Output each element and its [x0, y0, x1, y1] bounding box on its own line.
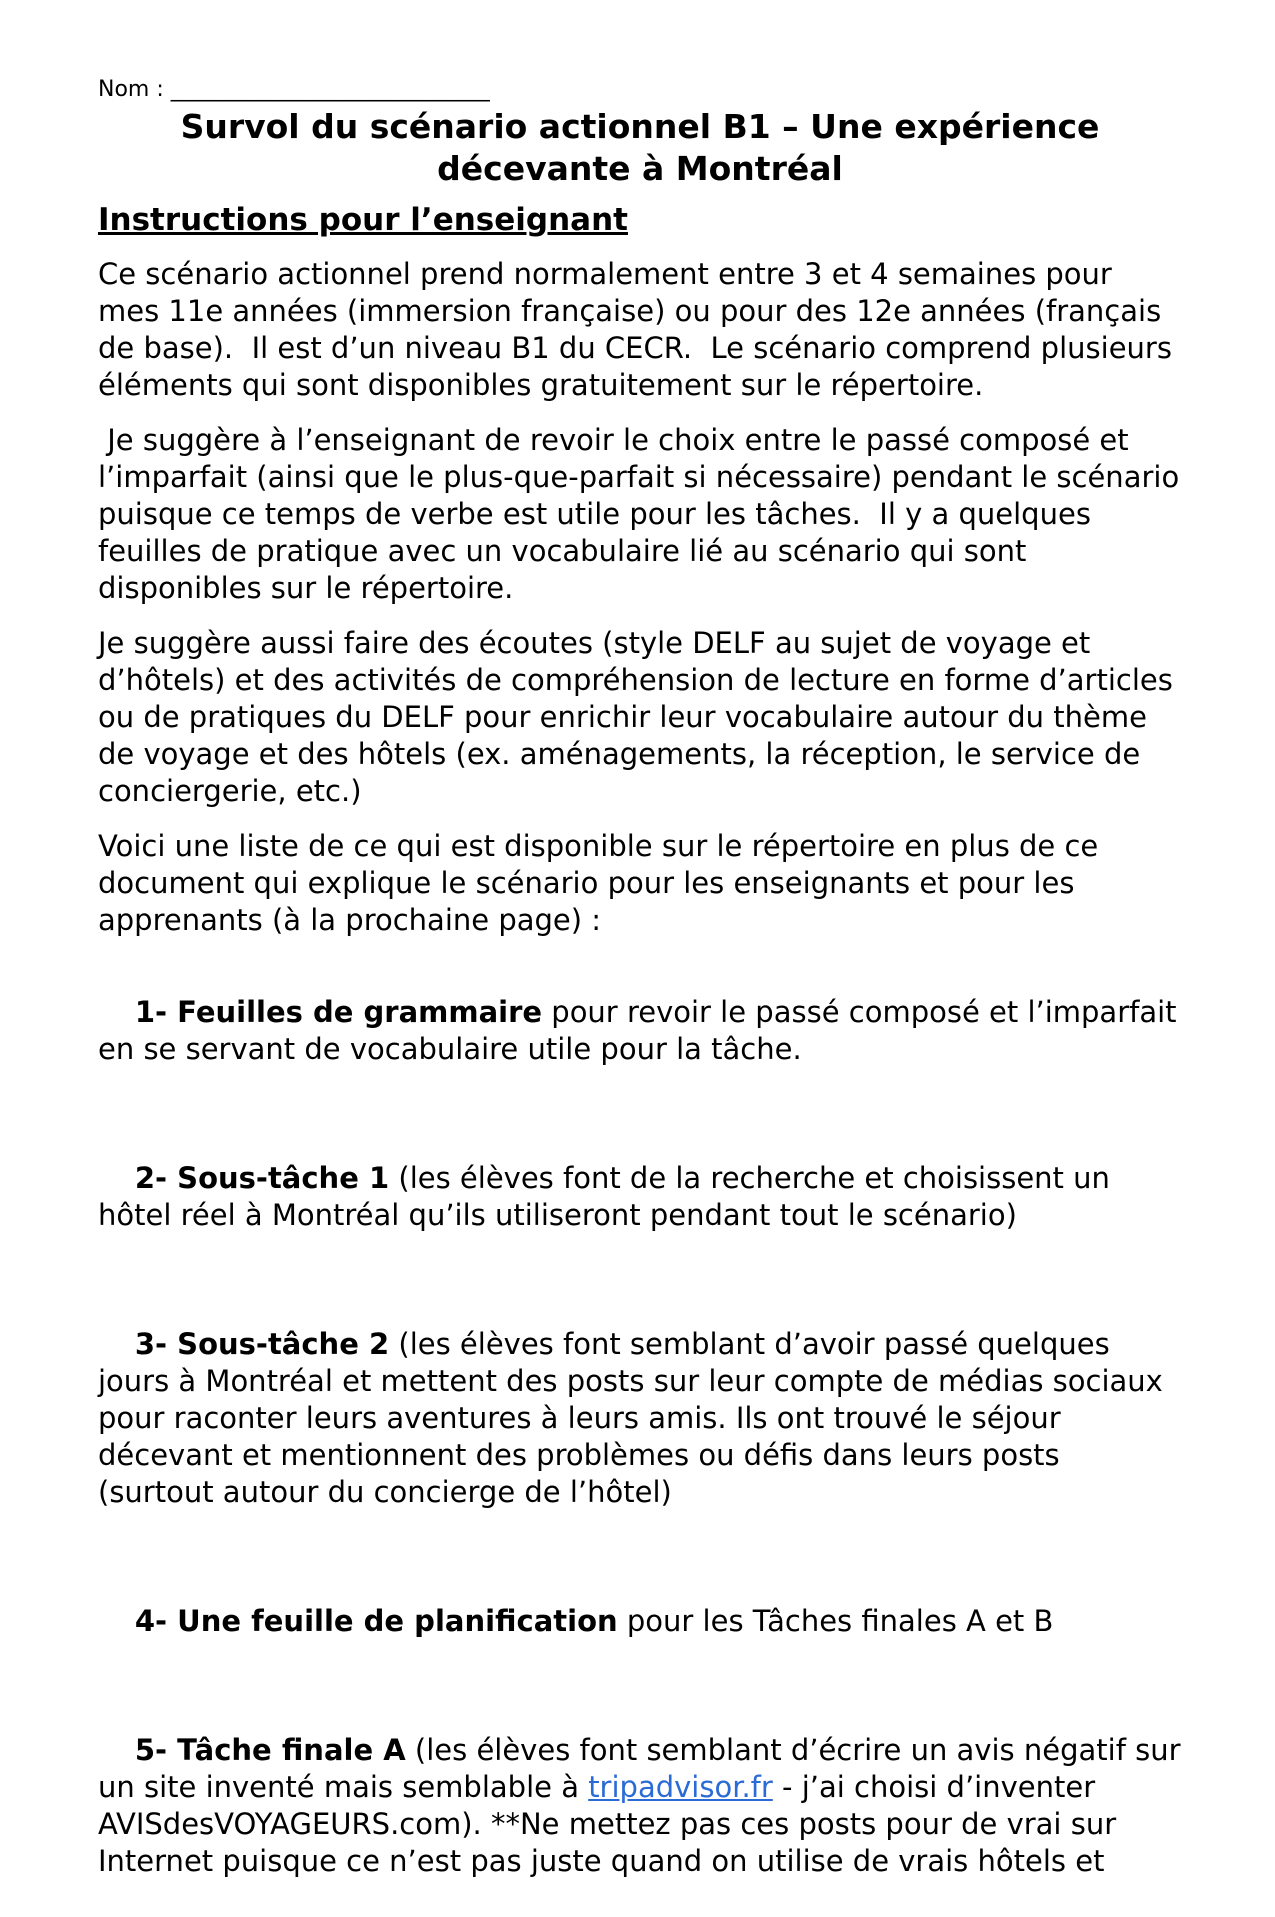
list-item-5-text-after-link: - j’ai choisi d’inventer AVISdesVOYAGEURS.com). **Ne mettez pas ces posts pour de vrai sur Internet puisque ce n’est pas juste quand on utilise de vrais hôtels et [98, 1770, 1126, 1878]
list-item-2 [98, 1123, 1182, 1271]
page-title: Survol du scénario actionnel B1 – Une expérience décevante à Montréal [180, 107, 1100, 188]
list-item-2-lead: 2- Sous-tâche 1 [134, 1161, 390, 1195]
tripadvisor-link[interactable]: tripadvisor.fr [588, 1770, 773, 1804]
name-blank-line: Nom : _____________________________ [98, 77, 490, 102]
list-item-4-text: pour les Tâches finales A et B [617, 1604, 1054, 1638]
list-item-5 [98, 1695, 1190, 1917]
list-item-1-lead: 1- Feuilles de grammaire [134, 995, 543, 1029]
list-item-5-text-before-link: (les élèves font semblant d’écrire un avis négatif sur un site inventé mais semblable à [98, 1733, 1190, 1804]
list-item-4-lead: 4- Une feuille de planification [134, 1604, 618, 1638]
paragraph-listening-suggestion: Je suggère aussi faire des écoutes (style DELF au sujet de voyage et d’hôtels) et des activités de compréhension de lecture en forme d’articles ou de pratiques du DELF pour enrichir leur vocabulaire autour du thème de voyage et des hôtels (ex. aménagements, la réception, le service de conciergerie, etc.) [98, 626, 1183, 808]
list-item-2-text: (les élèves font de la recherche et choisissent un hôtel réel à Montréal qu’ils utiliseront pendant tout le scénario) [98, 1161, 1120, 1232]
list-item-4 [98, 1566, 1182, 1677]
list-item-3-lead: 3- Sous-tâche 2 [134, 1327, 390, 1361]
list-item-1-text: pour revoir le passé composé et l’imparfait en se servant de vocabulaire utile pour la tâche. [98, 995, 1186, 1066]
paragraph-list-intro: Voici une liste de ce qui est disponible sur le répertoire en plus de ce document qui explique le scénario pour les enseignants et pour les apprenants (à la prochaine page) : [98, 829, 1108, 937]
list-item-3-text: (les élèves font semblant d’avoir passé quelques jours à Montréal et mettent des posts sur leur compte de médias sociaux pour raconter leurs aventures à leurs amis. Ils ont trouvé le séjour décevant et mentionnent des problèmes ou défis dans leurs posts (surtout autour du concierge de l’hôtel) [98, 1327, 1173, 1509]
paragraph-grammar-suggestion: Je suggère à l’enseignant de revoir le choix entre le passé composé et l’imparfait (ainsi que le plus-que-parfait si nécessaire) pendant le scénario puisque ce temps de verbe est utile pour les tâches. Il y a quelques feuilles de pratique avec un vocabulaire lié au scénario qui sont disponibles sur le répertoire. [98, 423, 1189, 605]
list-item-5-lead: 5- Tâche finale A [134, 1733, 406, 1767]
paragraph-duration: Ce scénario actionnel prend normalement entre 3 et 4 semaines pour mes 11e années (immersion française) ou pour des 12e années (français de base). Il est d’un niveau B1 du CECR. Le scénario comprend plusieurs éléments qui sont disponibles gratuitement sur le répertoire. [98, 257, 1182, 402]
list-item-3 [98, 1289, 1182, 1548]
section-heading-instructions: Instructions pour l’enseignant [98, 202, 628, 238]
list-item-1 [98, 957, 1186, 1105]
